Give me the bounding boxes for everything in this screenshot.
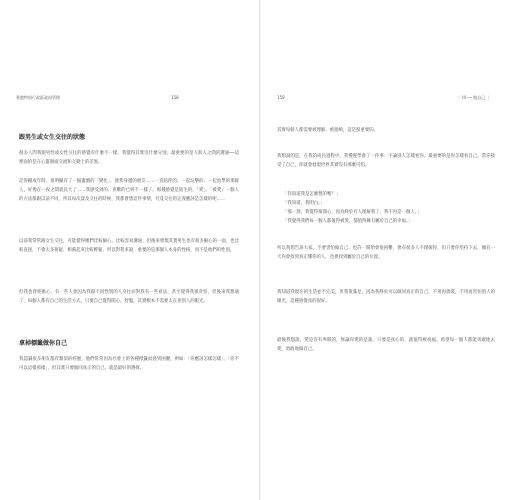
dialog-line: 「你知道我是怎麼想的嗎？」 xyxy=(283,192,341,197)
left-para-3 xyxy=(19,237,239,255)
right-para-2 xyxy=(277,152,495,170)
paragraph: 記得剛成年時，很明顯有了一個遺憾的「變化」，使我身邊的朋友……一直陪伴的、一起玩樂的、一起放學的那群人，好像在一夜之間就長大了……我感受到的、喜歡的已經不一樣了。那種感覺是陌生的，「愛」、「被愛」一個人的方法都跟以前不同，所以每次談及交往的時候，我都會想這件事情，究竟交往的定義應該是怎樣的呢…… xyxy=(19,179,239,202)
paragraph: 所以我想告訴大家，不要害怕做自己。也許一開始會很困難，會有很多人不理解你，但只要你堅持下去，總有一天你會找到真正懂你的人，也會找到屬於自己的位置。 xyxy=(277,246,495,260)
right-running-header: ｜ III ── 做自己 ｜ xyxy=(457,95,491,100)
paragraph: 但我也曾經擔心，有一些人會因為我跟不同性別的人交往而對我有一些看法，甚至覺得我很奇怪，但後來我想通了，每個人都有自己的生活方式，只要自己覺得開心、舒服，其實根本不需要太在意別人的眼光。 xyxy=(19,290,239,304)
paragraph: 以前我常常跟女生交往，可能覺得她們比較細心，比較容易溝通，但後來發現其實男生也有很多細心的一面，也比較直接，不會太多猜疑，相處起來比較輕鬆，所以對我來說，重要的是那個人本身的性格，而不是他們的性別。 xyxy=(19,239,239,253)
left-para-5 xyxy=(19,355,239,373)
paragraph: 我知道我現在的生活並不完美，但我很滿足，因為我終於可以做回真正的自己，不用再偽裝，不用再害怕別人的眼光，這種感覺真的很好。 xyxy=(277,290,495,304)
left-para-1 xyxy=(19,149,239,167)
section-heading: 拿掉標籤做你自己 xyxy=(19,340,68,347)
right-page xyxy=(261,0,520,500)
left-running-header: 香港特別行政區政府管理 xyxy=(16,95,60,100)
right-para-4 xyxy=(277,288,495,306)
paragraph: 我認識很多朋友都有類似的經歷，他們常常因為社會上的各種標籤而感到困擾，例如：「你應該怎樣怎樣」、「你不可以這樣那樣」，但其實只要做回真正的自己，就是最好的選擇。 xyxy=(19,357,239,371)
left-para-2 xyxy=(19,177,239,204)
paragraph: 很多人問我跟男性或女性交往的感覺有什麼不一樣，我覺得其實沒什麼分別，最重要的是人與人之間的溝通──這裡面的是在心靈層面交流和互動上的差異。 xyxy=(19,151,239,165)
left-page xyxy=(0,0,259,500)
paragraph: 最後我想說，愛是沒有界限的，無論你愛的是誰，只要是真心的，就值得被祝福。希望每一個人都能勇敢地去愛，勇敢地做自己。 xyxy=(277,338,495,352)
left-section-1 xyxy=(19,133,239,142)
dialog-line: 「那一刻，我覺得很開心，因為終於有人理解我了，我不再是一個人。」 xyxy=(283,210,422,215)
right-para-5 xyxy=(277,336,495,354)
left-para-4 xyxy=(19,288,239,306)
dialog-line: 「我知道，我明白。」 xyxy=(283,201,325,206)
section-heading: 跟男生或女生交往的狀態 xyxy=(19,134,86,141)
left-section-2 xyxy=(19,339,239,348)
right-para-3 xyxy=(277,244,495,262)
left-page-number: 158 xyxy=(171,95,179,100)
paragraph: 其實每個人都需要被理解、被接納，這是很重要的。 xyxy=(277,128,378,133)
right-dialog xyxy=(277,190,495,226)
dialog-line: 「我覺得我們每一個人都值得被愛，都值得擁有屬於自己的幸福。」 xyxy=(283,219,413,224)
right-para-1 xyxy=(277,126,495,135)
right-page-number: 159 xyxy=(277,95,285,100)
paragraph: 我想說的是，在我的成長過程中，我慢慢學會了一件事：不論別人怎樣看你，最重要的是你怎樣看自己。當你接受了自己，你就會發現世界其實沒有那麼可怕。 xyxy=(277,154,495,168)
